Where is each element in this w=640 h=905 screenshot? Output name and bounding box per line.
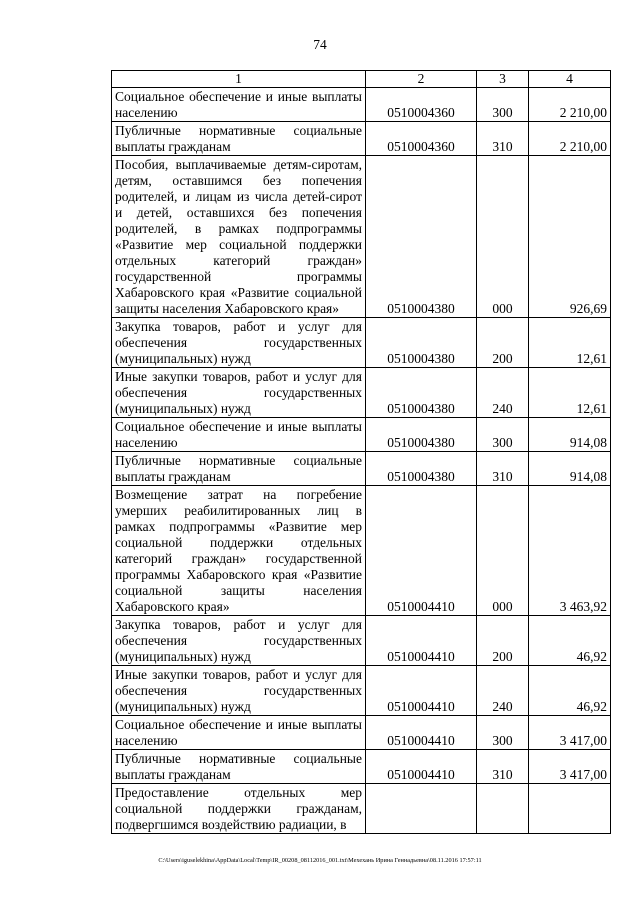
row-sum-cell: 46,92 bbox=[529, 666, 611, 716]
table-row bbox=[112, 666, 611, 716]
row-type-cell: 300 bbox=[477, 88, 529, 122]
row-name-cell: Публичные нормативные социальные выплаты гражданам bbox=[112, 750, 366, 784]
column-header-3: 3 bbox=[477, 71, 529, 88]
row-type-cell: 000 bbox=[477, 156, 529, 318]
row-type-cell: 240 bbox=[477, 368, 529, 418]
row-type-cell: 310 bbox=[477, 452, 529, 486]
row-name-cell: Социальное обеспечение и иные выплаты населению bbox=[112, 716, 366, 750]
file-path-footer: C:\Users\iguselekhina\AppData\Local\Temp\IR_00208_08112016_001.txt\Мехехань Ирина Геннадьевна\08.11.2016 17:57:11 bbox=[158, 857, 482, 864]
table-row bbox=[112, 156, 611, 318]
row-name-cell: Социальное обеспечение и иные выплаты населению bbox=[112, 88, 366, 122]
row-sum-cell: 3 417,00 bbox=[529, 750, 611, 784]
row-sum-cell: 3 417,00 bbox=[529, 716, 611, 750]
row-type-cell: 300 bbox=[477, 716, 529, 750]
row-code-cell: 0510004410 bbox=[366, 750, 477, 784]
table-row bbox=[112, 368, 611, 418]
column-header-2: 2 bbox=[366, 71, 477, 88]
row-type-cell: 310 bbox=[477, 750, 529, 784]
row-name-cell: Закупка товаров, работ и услуг для обеспечения государственных (муниципальных) нужд bbox=[112, 616, 366, 666]
row-sum-cell bbox=[529, 784, 611, 834]
row-name-cell: Пособия, выплачиваемые детям-сиротам, детям, оставшимся без попечения родителей, и лицам из числа детей-сирот и детей, оставшихся без попечения родителей, в рамках подпрограммы «Развитие мер социальной поддержки отдельных категорий граждан» государственной программы Хабаровского края «Развитие социальной защиты населения Хабаровского края» bbox=[112, 156, 366, 318]
budget-table bbox=[111, 70, 611, 834]
row-code-cell: 0510004380 bbox=[366, 452, 477, 486]
row-type-cell: 300 bbox=[477, 418, 529, 452]
row-code-cell: 0510004410 bbox=[366, 716, 477, 750]
row-code-cell: 0510004380 bbox=[366, 368, 477, 418]
row-code-cell bbox=[366, 784, 477, 834]
row-code-cell: 0510004360 bbox=[366, 88, 477, 122]
row-sum-cell: 46,92 bbox=[529, 616, 611, 666]
table-row bbox=[112, 486, 611, 616]
row-sum-cell: 926,69 bbox=[529, 156, 611, 318]
row-name-cell: Иные закупки товаров, работ и услуг для обеспечения государственных (муниципальных) нужд bbox=[112, 368, 366, 418]
row-sum-cell: 914,08 bbox=[529, 452, 611, 486]
row-type-cell bbox=[477, 784, 529, 834]
row-code-cell: 0510004380 bbox=[366, 318, 477, 368]
table-row bbox=[112, 418, 611, 452]
row-sum-cell: 2 210,00 bbox=[529, 88, 611, 122]
row-name-cell: Иные закупки товаров, работ и услуг для обеспечения государственных (муниципальных) нужд bbox=[112, 666, 366, 716]
table-row bbox=[112, 318, 611, 368]
row-name-cell: Публичные нормативные социальные выплаты гражданам bbox=[112, 122, 366, 156]
row-name-cell: Публичные нормативные социальные выплаты гражданам bbox=[112, 452, 366, 486]
row-type-cell: 200 bbox=[477, 616, 529, 666]
table-row bbox=[112, 122, 611, 156]
table-header-row bbox=[112, 71, 611, 88]
page-number: 74 bbox=[313, 37, 327, 52]
row-code-cell: 0510004410 bbox=[366, 486, 477, 616]
row-name-cell: Социальное обеспечение и иные выплаты населению bbox=[112, 418, 366, 452]
row-code-cell: 0510004360 bbox=[366, 122, 477, 156]
row-sum-cell: 12,61 bbox=[529, 318, 611, 368]
table-row bbox=[112, 784, 611, 834]
row-name-cell: Возмещение затрат на погребение умерших реабилитированных лиц в рамках подпрограммы «Развитие мер социальной поддержки отдельных категорий граждан» государственной программы Хабаровского края «Развитие социальной защиты населения Хабаровского края» bbox=[112, 486, 366, 616]
row-type-cell: 000 bbox=[477, 486, 529, 616]
column-header-1: 1 bbox=[112, 71, 366, 88]
row-code-cell: 0510004380 bbox=[366, 156, 477, 318]
table-row bbox=[112, 716, 611, 750]
row-sum-cell: 914,08 bbox=[529, 418, 611, 452]
row-code-cell: 0510004410 bbox=[366, 616, 477, 666]
row-type-cell: 310 bbox=[477, 122, 529, 156]
row-name-cell: Предоставление отдельных мер социальной поддержки гражданам, подвергшимся воздействию радиации, в bbox=[112, 784, 366, 834]
row-sum-cell: 2 210,00 bbox=[529, 122, 611, 156]
row-code-cell: 0510004380 bbox=[366, 418, 477, 452]
table-row bbox=[112, 88, 611, 122]
row-sum-cell: 3 463,92 bbox=[529, 486, 611, 616]
table-row bbox=[112, 616, 611, 666]
column-header-4: 4 bbox=[529, 71, 611, 88]
table-row bbox=[112, 750, 611, 784]
table-row bbox=[112, 452, 611, 486]
row-sum-cell: 12,61 bbox=[529, 368, 611, 418]
row-code-cell: 0510004410 bbox=[366, 666, 477, 716]
row-type-cell: 200 bbox=[477, 318, 529, 368]
row-type-cell: 240 bbox=[477, 666, 529, 716]
row-name-cell: Закупка товаров, работ и услуг для обеспечения государственных (муниципальных) нужд bbox=[112, 318, 366, 368]
